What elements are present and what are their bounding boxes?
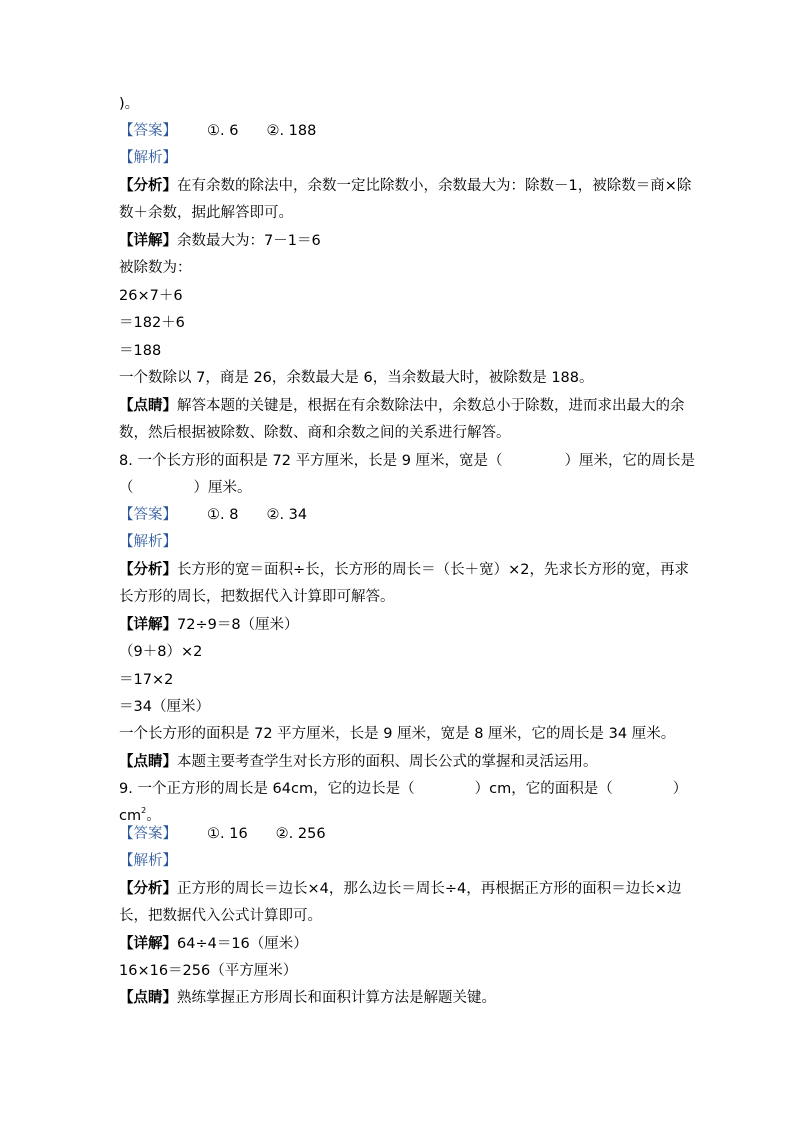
q7-fenxi-line-2: 数＋余数，据此解答即可。: [119, 205, 293, 221]
q7-stem-tail: )。: [119, 96, 140, 112]
q7-text-line: 被除数为：: [119, 260, 192, 276]
q7-conclusion: 一个数除以 7，商是 26，余数最大是 6，当余数最大时，被除数是 188。: [119, 370, 594, 386]
dianjing-tag: 【点睛】: [119, 990, 177, 1006]
q9-fenxi-line-2: 长，把数据代入公式计算即可。: [119, 908, 322, 924]
q7-calc-line-3: ＝188: [119, 343, 162, 359]
q8-calc-line-2: ＝17×2: [119, 672, 174, 688]
q9-stem-line-1: 9. 一个正方形的周长是 64cm，它的边长是（ ）cm，它的面积是（ ）: [119, 781, 688, 797]
answer-tag: 【答案】: [119, 123, 177, 139]
q9-dianjing-line-1: 【点睛】熟练掌握正方形周长和面积计算方法是解题关键。: [119, 990, 496, 1006]
xiangjie-tag: 【详解】: [119, 936, 177, 952]
q9-answer-2: ②. 256: [275, 826, 326, 842]
q9-unit-superscript: 2: [141, 806, 147, 815]
q9-stem-line-2: $cm^2$。: [119, 806, 161, 824]
q8-calc-line-1: （9＋8）×2: [119, 644, 203, 660]
q8-fenxi-line-2: 长方形的周长，把数据代入计算即可解答。: [119, 589, 395, 605]
q9-jiexi-line: [119, 851, 177, 871]
jiexi-tag: 【解析】: [119, 534, 177, 550]
q7-answer-line: [119, 121, 316, 141]
q7-xiangjie-line: 【详解】余数最大为：7－1＝6: [119, 233, 321, 249]
q7-answer-1: ①. 6: [207, 123, 239, 139]
fenxi-tag: 【分析】: [119, 562, 177, 578]
q9-fenxi-line-1: 【分析】正方形的周长＝边长×4，那么边长＝周长÷4，再根据正方形的面积＝边长×边: [119, 881, 682, 897]
q9-xiangjie-line: 【详解】64÷4＝16（厘米）: [119, 936, 308, 952]
q8-calc-line-3: ＝34（厘米）: [119, 699, 210, 715]
dianjing-tag: 【点睛】: [119, 754, 177, 770]
q8-dianjing-line-1: 【点睛】本题主要考查学生对长方形的面积、周长公式的掌握和灵活运用。: [119, 754, 598, 770]
q7-answer-2: ②. 188: [266, 123, 317, 139]
answer-tag: 【答案】: [119, 507, 177, 523]
q7-dianjing-line-2: 数，然后根据被除数、除数、商和余数之间的关系进行解答。: [119, 425, 511, 441]
q8-stem-line-2: （ ）厘米。: [119, 480, 252, 496]
q8-fenxi-line-1: 【分析】长方形的宽＝面积÷长，长方形的周长＝（长＋宽）×2，先求长方形的宽，再求: [119, 562, 690, 578]
q7-calc-line-1: 26×7＋6: [119, 288, 183, 304]
q7-fenxi-line-1: 【分析】在有余数的除法中，余数一定比除数小，余数最大为：除数－1，被除数＝商×除: [119, 178, 692, 194]
fenxi-tag: 【分析】: [119, 178, 177, 194]
q7-calc-line-2: ＝182＋6: [119, 315, 185, 331]
dianjing-tag: 【点睛】: [119, 398, 177, 414]
q9-calc-line-1: 16×16＝256（平方厘米）: [119, 963, 298, 979]
answer-tag: 【答案】: [119, 826, 177, 842]
q8-answer-2: ②. 34: [266, 507, 308, 523]
jiexi-tag: 【解析】: [119, 853, 177, 869]
q8-answer-1: ①. 8: [207, 507, 239, 523]
q7-jiexi-line: [119, 148, 177, 168]
q8-jiexi-line: [119, 532, 177, 552]
q7-dianjing-line-1: 【点睛】解答本题的关键是，根据在有余数除法中，余数总小于除数，进而求出最大的余: [119, 398, 685, 414]
fenxi-tag: 【分析】: [119, 881, 177, 897]
q8-answer-line: [119, 505, 307, 525]
jiexi-tag: 【解析】: [119, 150, 177, 166]
xiangjie-tag: 【详解】: [119, 233, 177, 249]
q8-stem-line-1: 8. 一个长方形的面积是 72 平方厘米，长是 9 厘米，宽是（ ）厘米，它的周长是: [119, 453, 696, 469]
q9-answer-line: [119, 824, 326, 844]
q8-xiangjie-line: 【详解】72÷9＝8（厘米）: [119, 617, 299, 633]
q9-answer-1: ①. 16: [207, 826, 248, 842]
xiangjie-tag: 【详解】: [119, 617, 177, 633]
q8-conclusion: 一个长方形的面积是 72 平方厘米，长是 9 厘米，宽是 8 厘米，它的周长是 34 厘米。: [119, 726, 676, 742]
